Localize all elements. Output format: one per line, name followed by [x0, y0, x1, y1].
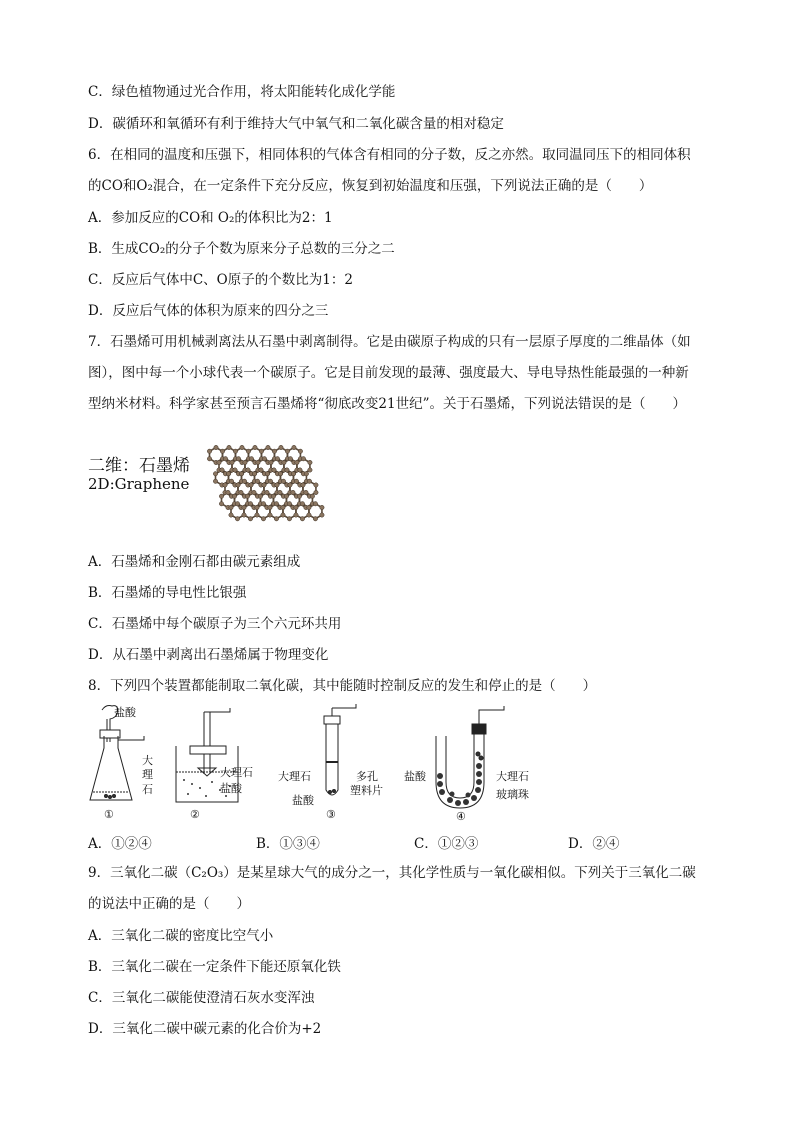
co2-apparatus-figure	[80, 702, 560, 828]
carbon-atom	[253, 445, 257, 449]
carbon-atom	[236, 457, 240, 461]
q6-option-d: D．反应后气体的体积为原来的四分之三	[88, 303, 329, 319]
carbon-atom	[233, 468, 237, 472]
a3-marble-label: 大理石	[278, 770, 311, 783]
carbon-atom	[271, 494, 275, 498]
carbon-atom	[320, 513, 324, 517]
carbon-atom	[223, 483, 227, 487]
carbon-atom	[275, 483, 279, 487]
a4-marble-label: 大理石	[496, 770, 529, 783]
carbon-atom	[258, 494, 262, 498]
carbon-atom	[294, 513, 298, 517]
a1-marble-label-1: 大	[142, 754, 153, 767]
a1-marble-label-3: 石	[142, 783, 153, 796]
a2-acid-label: 盐酸	[220, 782, 242, 795]
graphene-label-cn: 二维：石墨烯	[88, 456, 190, 476]
carbon-atom	[298, 468, 302, 472]
carbon-atom	[313, 517, 317, 521]
carbon-atom	[235, 502, 239, 506]
carbon-atom	[248, 502, 252, 506]
carbon-atom	[243, 460, 247, 464]
carbon-atom	[314, 490, 318, 494]
carbon-atom	[262, 457, 266, 461]
q9-stem-line1: 9．三氧化二碳（C₂O₃）是某星球大气的成分之一，其化学性质与一氧化碳相似。下列关于三氧化二碳	[88, 865, 696, 881]
carbon-atom	[226, 490, 230, 494]
carbon-atom	[207, 457, 211, 461]
carbon-atom	[284, 494, 288, 498]
q5-option-d: D．碳循环和氧循环有利于维持大气中氧气和二氧化碳含量的相对稳定	[88, 116, 504, 132]
carbon-atom	[288, 483, 292, 487]
q7-option-b: B．石墨烯的导电性比银强	[88, 585, 247, 601]
carbon-atom	[304, 472, 308, 476]
carbon-atom	[262, 483, 266, 487]
carbon-atom	[217, 460, 221, 464]
carbon-atom	[281, 513, 285, 517]
carbon-atom	[310, 494, 314, 498]
carbon-atom	[235, 517, 239, 521]
carbon-atom	[239, 472, 243, 476]
carbon-atom	[249, 483, 253, 487]
carbon-atom	[308, 460, 312, 464]
carbon-atom	[301, 483, 305, 487]
carbon-atom	[214, 445, 218, 449]
carbon-atom	[320, 505, 324, 509]
a1-acid-label: 盐酸	[114, 706, 136, 719]
carbon-atom	[274, 502, 278, 506]
carbon-atom	[265, 490, 269, 494]
carbon-atom	[307, 505, 311, 509]
carbon-atom	[226, 472, 230, 476]
carbon-atom	[207, 449, 211, 453]
q7-option-a: A．石墨烯和金刚石都由碳元素组成	[88, 554, 301, 570]
carbon-atom	[275, 457, 279, 461]
q5-option-c: C．绿色植物通过光合作用，将太阳能转化成化学能	[88, 84, 396, 100]
carbon-atom	[261, 517, 265, 521]
carbon-atom	[307, 479, 311, 483]
apparatus-4-u-tube	[436, 706, 504, 808]
carbon-atom	[236, 483, 240, 487]
q7-option-d: D．从石墨中剥离出石墨烯属于物理变化	[88, 647, 329, 663]
carbon-atom	[295, 460, 299, 464]
carbon-atom	[278, 472, 282, 476]
carbon-atom	[308, 468, 312, 472]
carbon-atom	[239, 490, 243, 494]
carbon-atom	[242, 513, 246, 517]
carbon-atom	[291, 490, 295, 494]
carbon-atom	[314, 483, 318, 487]
a3-plate-label-2: 塑料片	[350, 784, 383, 797]
carbon-atom	[307, 513, 311, 517]
q9-option-c: C．三氧化二碳能使澄清石灰水变浑浊	[88, 990, 315, 1006]
carbon-atom	[313, 502, 317, 506]
carbon-atom	[272, 468, 276, 472]
carbon-atom	[255, 479, 259, 483]
carbon-atom	[246, 468, 250, 472]
carbon-atom	[287, 517, 291, 521]
q6-stem-line2: 的CO和O₂混合，在一定条件下充分反应，恢复到初始温度和压强，下列说法正确的是（ ）	[88, 178, 653, 194]
carbon-atom	[269, 460, 273, 464]
a4-number: ④	[456, 810, 466, 823]
a3-number: ③	[326, 808, 336, 821]
a4-acid-label: 盐酸	[404, 770, 426, 783]
carbon-atom	[252, 472, 256, 476]
carbon-atom	[297, 494, 301, 498]
carbon-atom	[242, 479, 246, 483]
carbon-atom	[300, 502, 304, 506]
carbon-atom	[245, 494, 249, 498]
q9-option-b: B．三氧化二碳在一定条件下能还原氧化铁	[88, 959, 341, 975]
carbon-atom	[230, 460, 234, 464]
carbon-atom	[304, 490, 308, 494]
carbon-atom	[242, 505, 246, 509]
carbon-atom	[274, 517, 278, 521]
a3-plate-label-1: 多孔	[356, 770, 378, 783]
carbon-atom	[261, 502, 265, 506]
q8-option-a: A．①②④	[88, 836, 152, 852]
graphene-figure	[88, 445, 358, 537]
q9-stem-line2: 的说法中正确的是（ ）	[88, 896, 250, 912]
carbon-atom	[240, 445, 244, 449]
carbon-atom	[281, 505, 285, 509]
a3-acid-label: 盐酸	[292, 794, 314, 807]
carbon-atom	[291, 472, 295, 476]
carbon-atom	[255, 505, 259, 509]
q8-option-d: D．②④	[568, 836, 620, 852]
carbon-atom	[301, 457, 305, 461]
q8-stem: 8．下列四个装置都能制取二氧化碳，其中能随时控制反应的发生和停止的是（ ）	[88, 678, 597, 694]
graphene-label-en: 2D:Graphene	[88, 475, 190, 493]
carbon-atom	[259, 468, 263, 472]
carbon-atom	[294, 505, 298, 509]
carbon-atom	[229, 513, 233, 517]
carbon-atom	[282, 460, 286, 464]
a2-marble-label: 大理石	[220, 766, 253, 779]
carbon-atom	[278, 490, 282, 494]
carbon-atom	[266, 445, 270, 449]
q7-stem-line3: 型纳米材料。科学家甚至预言石墨烯将“彻底改变21世纪”。关于石墨烯，下列说法错误的是（ ）	[88, 396, 686, 412]
carbon-atom	[229, 505, 233, 509]
a1-number: ①	[104, 808, 114, 821]
carbon-atom	[220, 468, 224, 472]
carbon-atom	[233, 449, 237, 453]
carbon-atom	[259, 449, 263, 453]
q6-option-a: A．参加反应的CO和 O₂的体积比为2：1	[88, 210, 333, 226]
q7-stem-line1: 7．石墨烯可用机械剥离法从石墨中剥离制得。它是由碳原子构成的只有一层原子厚度的二维晶体（如	[88, 334, 691, 350]
q8-option-b: B．①③④	[256, 836, 320, 852]
carbon-atom	[252, 490, 256, 494]
carbon-atom	[223, 457, 227, 461]
q6-option-c: C．反应后气体中C、O原子的个数比为1：2	[88, 272, 353, 288]
carbon-atom	[248, 517, 252, 521]
carbon-atom	[249, 457, 253, 461]
a2-number: ②	[190, 808, 200, 821]
carbon-atom	[213, 472, 217, 476]
q7-stem-line2: 图），图中每一个小球代表一个碳原子。它是目前发现的最薄、强度最大、导电导热性能最强的一种新	[88, 365, 689, 381]
carbon-atom	[219, 494, 223, 498]
carbon-atom	[285, 468, 289, 472]
carbon-atom	[219, 502, 223, 506]
carbon-atom	[220, 449, 224, 453]
carbon-atom	[300, 517, 304, 521]
carbon-atom	[292, 445, 296, 449]
carbon-atom	[213, 479, 217, 483]
carbon-atom	[268, 505, 272, 509]
graphene-lattice-image	[204, 445, 354, 537]
carbon-atom	[256, 460, 260, 464]
q6-stem-line1: 6．在相同的温度和压强下，相同体积的气体含有相同的分子数，反之亦然。取同温同压下的相同体积	[88, 147, 691, 163]
carbon-atom	[288, 457, 292, 461]
q9-option-d: D．三氧化二碳中碳元素的化合价为+2	[88, 1021, 322, 1037]
q9-option-a: A．三氧化二碳的密度比空气小	[88, 928, 274, 944]
carbon-atom	[227, 445, 231, 449]
carbon-atom	[272, 449, 276, 453]
carbon-atom	[287, 502, 291, 506]
carbon-atom	[268, 513, 272, 517]
carbon-atom	[229, 479, 233, 483]
carbon-atom	[285, 449, 289, 453]
carbon-atom	[268, 479, 272, 483]
carbon-atom	[265, 472, 269, 476]
carbon-atom	[246, 449, 250, 453]
carbon-atom	[279, 445, 283, 449]
carbon-atom	[294, 479, 298, 483]
carbon-atom	[298, 449, 302, 453]
a1-marble-label-2: 理	[142, 768, 153, 781]
q6-option-b: B．生成CO₂的分子个数为原来分子总数的三分之二	[88, 241, 395, 257]
carbon-atom	[281, 479, 285, 483]
q7-option-c: C．石墨烯中每个碳原子为三个六元环共用	[88, 616, 342, 632]
carbon-atom	[255, 513, 259, 517]
q8-option-c: C．①②③	[414, 836, 479, 852]
a4-beads-label: 玻璃珠	[496, 788, 529, 801]
carbon-atom	[232, 494, 236, 498]
